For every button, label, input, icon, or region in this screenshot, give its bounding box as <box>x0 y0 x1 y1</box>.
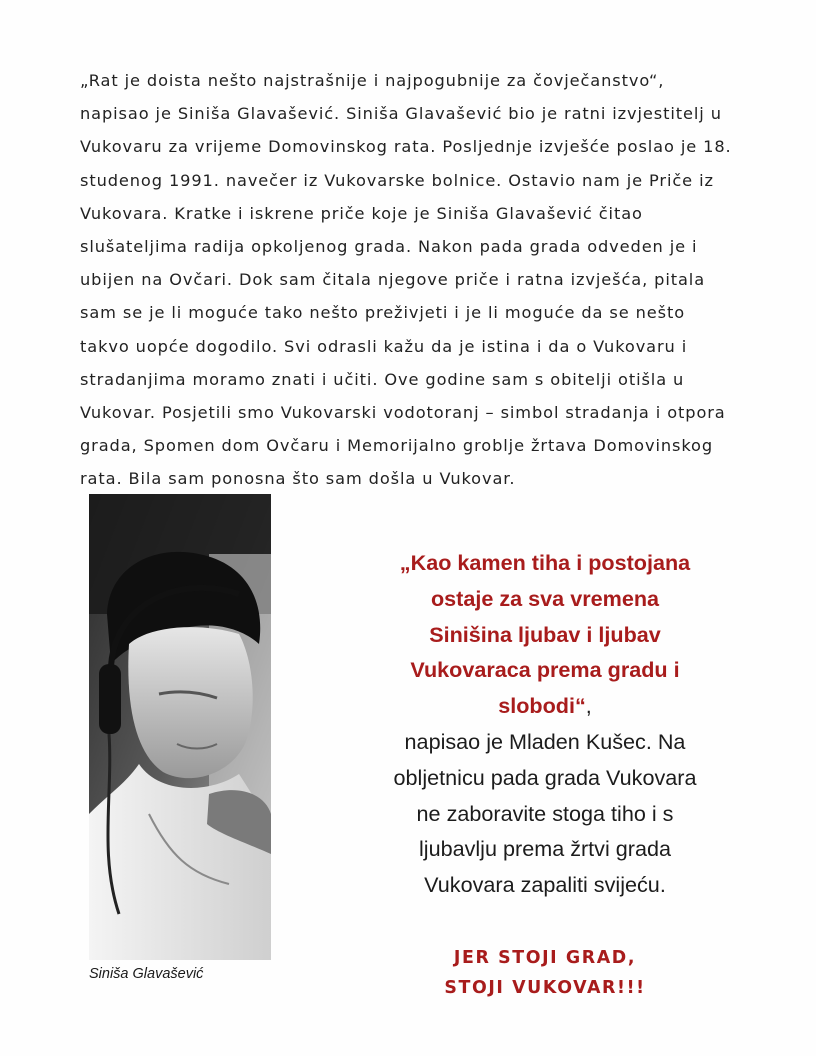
quote-block <box>340 545 750 903</box>
intro-line: stradanjima moramo znati i učiti. Ove godine sam s obitelji otišla u <box>80 369 685 389</box>
intro-line: takvo uopće dogodilo. Svi odrasli kažu da je istina i da o Vukovaru i <box>80 336 688 356</box>
portrait-photo-image <box>89 494 271 960</box>
intro-paragraph <box>80 64 760 496</box>
quote-line: Sinišina ljubav i ljubav <box>429 621 661 647</box>
intro-line: studenog 1991. navečer iz Vukovarske bolnice. Ostavio nam je Priče iz <box>80 170 714 190</box>
intro-line: napisao je Siniša Glavašević. Siniša Glavašević bio je ratni izvjestitelj u <box>80 104 722 124</box>
intro-line: slušateljima radija opkoljenog grada. Nakon pada grada odveden je i <box>80 237 698 257</box>
quote-trailing-comma: , <box>585 693 592 719</box>
slogan-line: STOJI VUKOVAR!!! <box>444 978 646 998</box>
intro-line: grada, Spomen dom Ovčaru i Memorijalno groblje žrtava Domovinskog <box>80 436 714 456</box>
intro-line: rata. Bila sam ponosna što sam došla u Vukovar. <box>80 469 516 489</box>
intro-line: Vukovar. Posjetili smo Vukovarski vodotoranj – simbol stradanja i otpora <box>80 403 726 423</box>
intro-line: „Rat je doista nešto najstrašnije i najpogubnije za čovječanstvo“, <box>80 71 665 90</box>
intro-line: sam se je li moguće tako nešto preživjeti i je li moguće da se nešto <box>80 303 686 323</box>
intro-line: Vukovara. Kratke i iskrene priče koje je Siniša Glavašević čitao <box>80 203 643 223</box>
quote-line: Vukovaraca prema gradu i <box>410 657 680 683</box>
body-line: Vukovara zapaliti svijeću. <box>424 872 666 898</box>
body-line: obljetnicu pada grada Vukovara <box>393 764 697 790</box>
quote-line: ostaje za sva vremena <box>430 585 660 611</box>
body-line: ne zaboravite stoga tiho i s <box>416 800 674 826</box>
intro-line: ubijen na Ovčari. Dok sam čitala njegove priče i ratna izvješća, pitala <box>80 270 706 290</box>
quote-last-line <box>340 688 750 724</box>
quote-line: „Kao kamen tiha i postojana <box>399 550 691 575</box>
intro-line: Vukovaru za vrijeme Domovinskog rata. Posljednje izvješće poslao je 18. <box>80 137 732 157</box>
photo-caption: Siniša Glavašević <box>89 966 204 982</box>
slogan-line: JER STOJI GRAD, <box>453 948 637 968</box>
body-line: napisao je Mladen Kušec. Na <box>404 728 686 754</box>
body-line: ljubavlju prema žrtvi grada <box>418 836 672 862</box>
portrait-photo <box>89 494 271 960</box>
slogan <box>340 943 750 1003</box>
quote-line: slobodi“ <box>498 693 586 719</box>
